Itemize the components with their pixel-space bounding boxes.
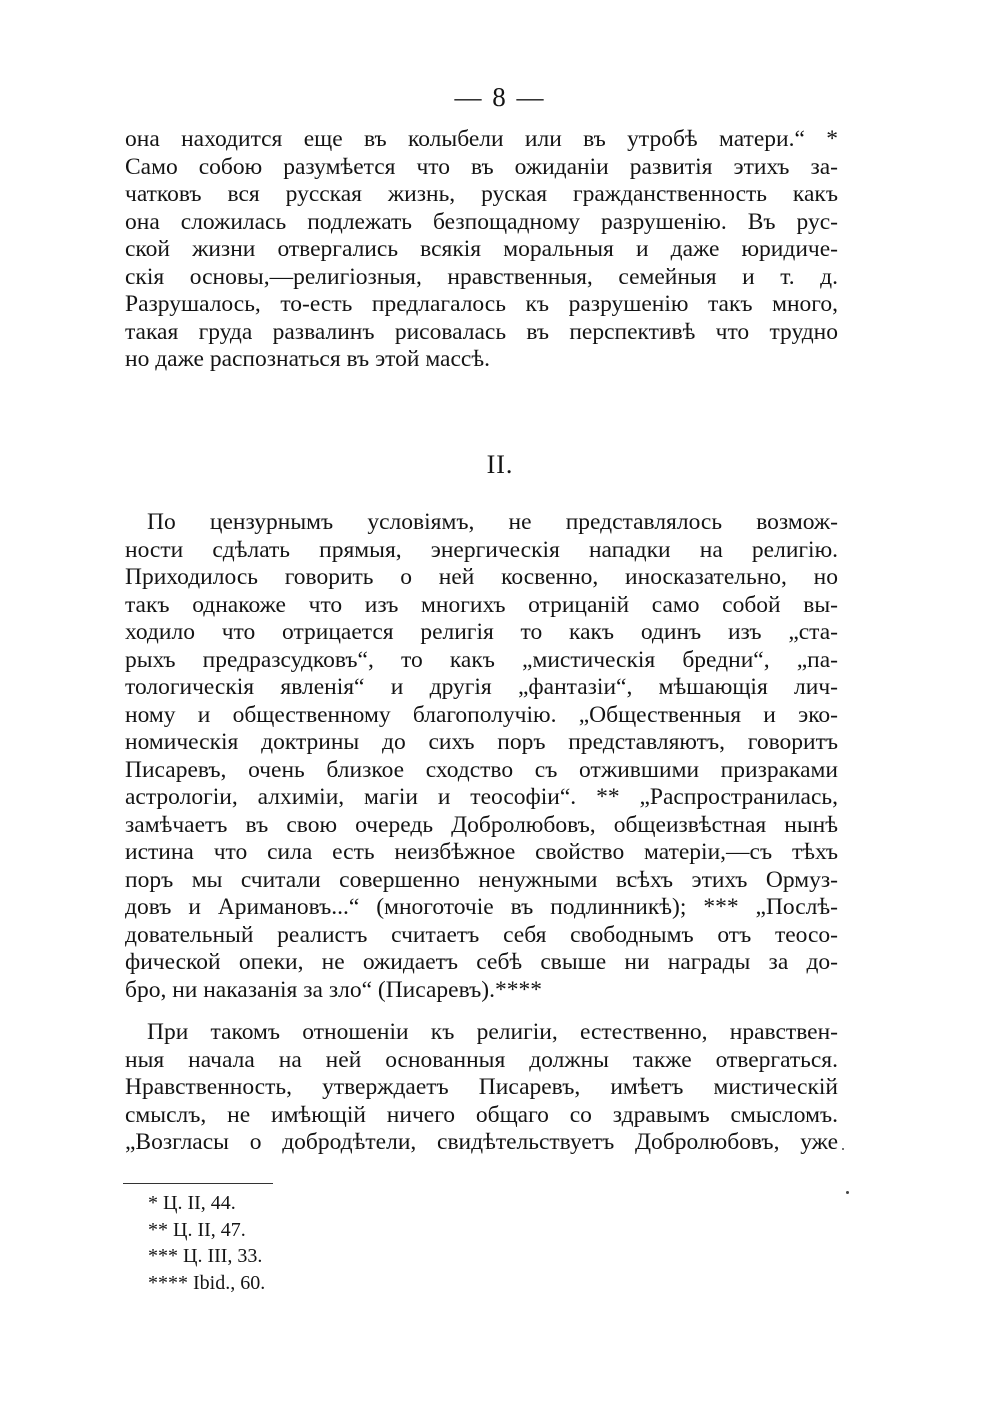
footnote: ** Ц. II, 47. — [148, 1218, 246, 1241]
paragraph-2 — [125, 509, 838, 1004]
footnote: *** Ц. III, 33. — [148, 1245, 263, 1267]
footnote-divider — [123, 1183, 273, 1184]
text-line: смыслъ, не имѣющій ничего общаго со здравымъ смысломъ. — [125, 1101, 838, 1128]
page-number: — 8 — — [454, 82, 546, 112]
text-line: Нравственность, утверждаетъ Писаревъ, имѣетъ мистическій — [125, 1074, 838, 1100]
text-line: истина что сила есть неизбѣжное свойство матеріи,—съ тѣхъ — [125, 839, 838, 865]
text-line: ской жизни отвергались всякія моральныя и даже юридиче- — [125, 236, 838, 262]
text-line: она сложилась подлежать безпощадному разрушенію. Въ рус- — [125, 208, 838, 235]
paragraph-3 — [125, 1019, 838, 1157]
text-line: такъ однакоже что изъ многихъ отрицаній само собой вы- — [125, 591, 838, 618]
text-line: ности сдѣлать прямыя, энергическія нападки на религію. — [125, 536, 838, 563]
text-line: номическія доктрины до сихъ поръ представляютъ, говоритъ — [125, 729, 838, 755]
text-line: Писаревъ, очень близкое сходство съ отжившими призраками — [125, 756, 838, 783]
text-line: чатковъ вся русская жизнь, руская гражданственность какъ — [125, 181, 838, 207]
text-line: скія основы,—религіозныя, нравственныя, семейныя и т. д. — [125, 263, 838, 290]
text-line: замѣчаетъ въ свою очередь Добролюбовъ, общеизвѣстная нынѣ — [125, 811, 838, 838]
text-line: но даже распознаться въ этой массѣ. — [125, 346, 490, 372]
text-line: бро, ни наказанія за зло“ (Писаревъ).**** — [125, 976, 542, 1003]
text-line: ному и общественному благополучію. „Общественныя и эко- — [125, 701, 838, 728]
text-line: довательный реалистъ считаетъ себя свободнымъ отъ теосо- — [125, 921, 838, 948]
text-line: „Возгласы о добродѣтели, свидѣтельствуетъ Добролюбовъ, уже — [125, 1129, 838, 1155]
text-line: Приходилось говорить о ней косвенно, иносказательно, но — [125, 564, 838, 590]
print-speck — [846, 1191, 849, 1194]
text-line: По цензурнымъ условіямъ, не представлялось возмож- — [147, 509, 838, 535]
section-heading: II. — [486, 450, 514, 479]
footnote: * Ц. II, 44. — [148, 1192, 236, 1214]
text-line: довъ и Аримановъ...“ (многоточіе въ подлинникѣ); *** „Послѣ- — [125, 894, 838, 920]
text-line: рыхъ предразсудковъ“, то какъ „мистическія бредни“, „па- — [125, 646, 838, 673]
text-line: такая груда развалинъ рисовалась въ перспективѣ что трудно — [125, 318, 838, 345]
text-line: ходило что отрицается религія то какъ одинъ изъ „ста- — [125, 619, 838, 645]
text-line: При такомъ отношеніи къ религіи, естественно, нравствен- — [147, 1019, 838, 1045]
text-line: Разрушалось, то-есть предлагалось къ разрушенію такъ много, — [125, 291, 838, 317]
text-line: поръ мы считали совершенно ненужными всѣхъ этихъ Ормуз- — [125, 866, 838, 893]
text-line: астрологіи, алхиміи, магіи и теософіи“. ** „Распространилась, — [125, 784, 838, 810]
text-line: тологическія явленія“ и другія „фантазіи“, мѣшающія лич- — [125, 674, 838, 700]
footnote: **** Ibid., 60. — [148, 1271, 266, 1294]
text-line: она находится еще въ колыбели или въ утробѣ матери.“ * — [125, 126, 838, 152]
text-line: Само собою разумѣется что въ ожиданіи развитія этихъ за- — [125, 153, 838, 180]
footnotes — [148, 1190, 265, 1296]
text-line: ныя начала на ней основанныя должны также отвергаться. — [125, 1046, 838, 1073]
print-speck — [842, 1148, 844, 1150]
paragraph-1 — [125, 126, 838, 374]
text-line: фической опеки, не ожидаетъ себѣ свыше ни награды за до- — [125, 949, 838, 975]
